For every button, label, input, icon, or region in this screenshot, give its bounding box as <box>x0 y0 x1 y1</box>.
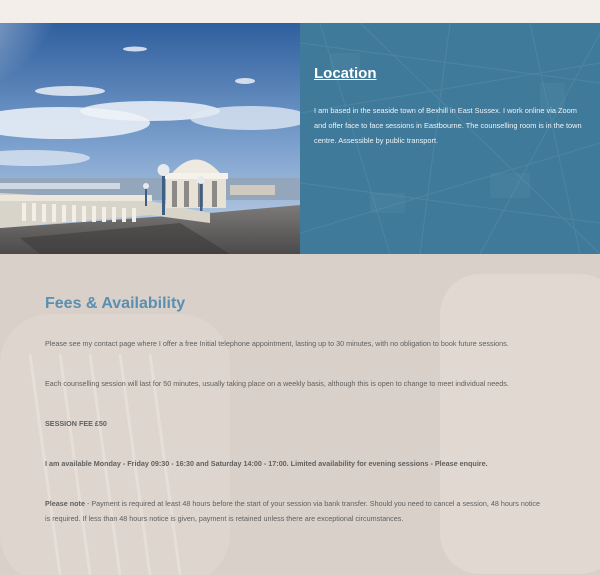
fees-title: Fees & Availability <box>45 295 186 312</box>
session-length-text: Each counselling session will last for 50 minutes, usually taking place on a weekly basis, although this is open to change to meet individual needs. <box>45 379 509 388</box>
payment-note <box>45 496 545 526</box>
initial-appointment-text: Please see my contact page where I offer a free Initial telephone appointment, lasting up to 30 minutes, with no obligation to book future sessions. <box>45 339 509 348</box>
payment-note-text: - Payment is required at least 48 hours before the start of your session via bank transfer. Should you need to cancel a session, 48 hours notice is required. If less than 48 hours notice is given, payment is retained unless there are exceptional circumstances. <box>45 499 541 523</box>
top-strip <box>0 0 600 23</box>
seafront-photo <box>0 23 300 254</box>
session-fee: SESSION FEE £50 <box>45 419 107 428</box>
fees-section <box>0 254 600 575</box>
location-text: I am based in the seaside town of Bexhill in East Sussex. I work online via Zoom and offer face to face sessions in Eastbourne. The counselling room is in the town centre. Assessible by public transport. <box>314 106 582 145</box>
payment-note-label: Please note <box>45 499 85 508</box>
availability-text: I am available Monday - Friday 09:30 - 16:30 and Saturday 14:00 - 17:00. Limited availability for evening sessions - Please enquire. <box>45 459 488 468</box>
location-panel <box>300 23 600 254</box>
location-title: Location <box>314 65 377 82</box>
